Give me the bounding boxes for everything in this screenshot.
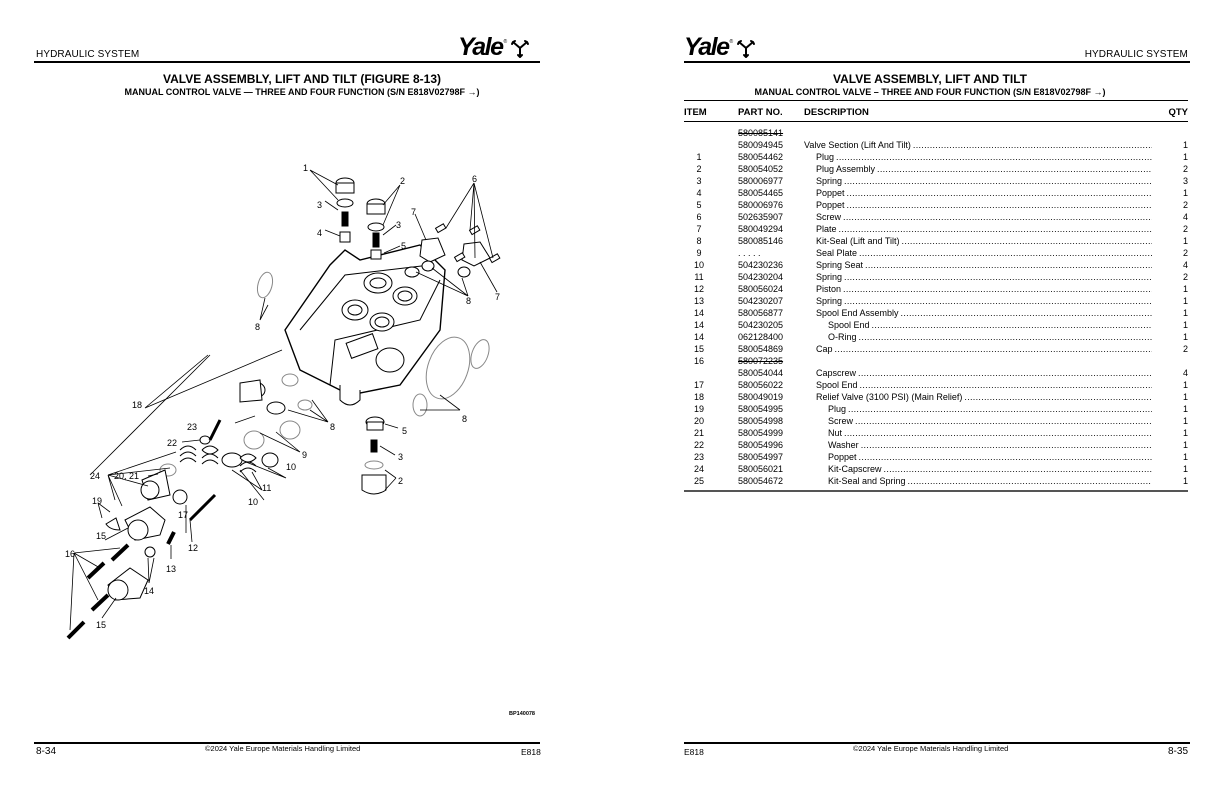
description xyxy=(816,343,1152,355)
description xyxy=(816,283,1152,295)
description-text: Plug Assembly xyxy=(816,164,876,174)
callout-20-21: 20, 21 xyxy=(114,471,140,481)
dot-leader xyxy=(839,223,1152,235)
item-number: 4 xyxy=(696,188,702,198)
part-number: 580006977 xyxy=(738,176,784,186)
description-text: Spring xyxy=(816,272,843,282)
dot-leader xyxy=(860,379,1152,391)
part-number: 580054672 xyxy=(738,476,784,486)
quantity: 1 xyxy=(1182,236,1188,246)
item-number: 15 xyxy=(693,344,704,354)
item-number: 8 xyxy=(696,236,702,246)
dot-leader xyxy=(908,475,1152,487)
dot-leader xyxy=(836,151,1152,163)
description xyxy=(816,295,1152,307)
dot-leader xyxy=(865,259,1152,271)
quantity: 2 xyxy=(1182,272,1188,282)
table-row xyxy=(684,127,1188,139)
quantity: 3 xyxy=(1182,176,1188,186)
table-row xyxy=(684,307,1188,319)
callout-13: 13 xyxy=(166,564,177,574)
table-row xyxy=(684,139,1188,151)
table-row xyxy=(684,283,1188,295)
exploded-valve-diagram xyxy=(55,160,505,650)
table-row xyxy=(684,259,1188,271)
description-text: Piston xyxy=(816,284,842,294)
description-text: Spool End xyxy=(828,320,870,330)
dot-leader xyxy=(859,331,1152,343)
dot-leader xyxy=(901,307,1152,319)
callout-5: 5 xyxy=(401,241,407,251)
item-number: 3 xyxy=(696,176,702,186)
table-row xyxy=(684,439,1188,451)
description-text: Capscrew xyxy=(816,368,857,378)
quantity: 2 xyxy=(1182,224,1188,234)
quantity: 1 xyxy=(1182,332,1188,342)
callout-8d: 8 xyxy=(330,422,336,432)
part-number: 580049019 xyxy=(738,392,784,402)
subtitle-rule xyxy=(684,100,1188,101)
description xyxy=(816,223,1152,235)
table-row xyxy=(684,235,1188,247)
quantity: 2 xyxy=(1182,248,1188,258)
registered-mark: ® xyxy=(503,39,508,45)
item-number: 2 xyxy=(696,164,702,174)
callout-17: 17 xyxy=(178,510,189,520)
callout-9: 9 xyxy=(302,450,308,460)
description xyxy=(816,211,1152,223)
quantity: 1 xyxy=(1182,380,1188,390)
part-number: 580072235 xyxy=(738,356,784,366)
callout-10: 10 xyxy=(286,462,297,472)
callout-2: 2 xyxy=(400,176,406,186)
item-number: 25 xyxy=(693,476,704,486)
description xyxy=(816,151,1152,163)
description xyxy=(828,319,1152,331)
item-number: 5 xyxy=(696,200,702,210)
figure-id: BP140078 xyxy=(509,711,535,717)
description xyxy=(828,331,1152,343)
part-number: 062128400 xyxy=(738,332,784,342)
page-number: 8-35 xyxy=(1167,746,1188,757)
item-number: 24 xyxy=(693,464,704,474)
table-row xyxy=(684,187,1188,199)
quantity: 2 xyxy=(1182,164,1188,174)
callout-3: 3 xyxy=(317,200,323,210)
section-header: HYDRAULIC SYSTEM xyxy=(1084,49,1188,60)
yale-logo xyxy=(684,35,756,60)
item-number: 20 xyxy=(693,416,704,426)
quantity: 4 xyxy=(1182,212,1188,222)
callout-14: 14 xyxy=(144,586,155,596)
item-number: 9 xyxy=(696,248,702,258)
yale-logo xyxy=(458,35,530,60)
description-text: Spring xyxy=(816,176,843,186)
dot-leader xyxy=(913,139,1152,151)
item-number: 19 xyxy=(693,404,704,414)
model-code: E818 xyxy=(684,747,704,757)
part-number: 580085141 xyxy=(738,128,784,138)
page-title: VALVE ASSEMBLY, LIFT AND TILT xyxy=(832,72,1027,86)
description-text: Kit-Seal (Lift and Tilt) xyxy=(816,236,900,246)
callout-22: 22 xyxy=(167,438,178,448)
dot-leader xyxy=(859,451,1152,463)
description-text: Spool End Assembly xyxy=(816,308,899,318)
item-number: 1 xyxy=(696,152,702,162)
part-number: 580056022 xyxy=(738,380,784,390)
description-text: Washer xyxy=(828,440,859,450)
dot-leader xyxy=(964,391,1152,403)
right-page xyxy=(612,0,1224,792)
dot-leader xyxy=(843,211,1152,223)
description-text: Plate xyxy=(816,224,837,234)
col-part-no: PART NO. xyxy=(738,107,783,118)
dot-leader xyxy=(847,187,1152,199)
dot-leader xyxy=(859,247,1152,259)
quantity: 1 xyxy=(1182,452,1188,462)
description xyxy=(816,247,1152,259)
callout-3c: 3 xyxy=(398,452,404,462)
part-number: 580054996 xyxy=(738,440,784,450)
description xyxy=(804,139,1152,151)
description-text: Kit-Seal and Spring xyxy=(828,476,906,486)
description xyxy=(828,475,1152,487)
table-row xyxy=(684,415,1188,427)
quantity: 1 xyxy=(1182,416,1188,426)
col-item: ITEM xyxy=(684,107,707,118)
page-number: 8-34 xyxy=(36,746,57,757)
table-row xyxy=(684,151,1188,163)
dot-leader xyxy=(902,235,1152,247)
page-title: VALVE ASSEMBLY, LIFT AND TILT (FIGURE 8-13) xyxy=(162,72,441,86)
table-row xyxy=(684,427,1188,439)
table-row xyxy=(684,295,1188,307)
description xyxy=(828,451,1152,463)
description xyxy=(816,259,1152,271)
copyright: ©2024 Yale Europe Materials Handling Limited xyxy=(853,744,1009,753)
quantity: 1 xyxy=(1182,284,1188,294)
quantity: 1 xyxy=(1182,188,1188,198)
table-row xyxy=(684,331,1188,343)
item-number: 12 xyxy=(693,284,704,294)
parts-table xyxy=(684,107,1188,492)
part-number: 580054869 xyxy=(738,344,784,354)
part-number: 580006976 xyxy=(738,200,784,210)
item-number: 14 xyxy=(693,332,704,342)
table-header xyxy=(684,107,1188,121)
dot-leader xyxy=(844,175,1152,187)
table-row xyxy=(684,403,1188,415)
page-subtitle: MANUAL CONTROL VALVE — THREE AND FOUR FUNCTION (S/N E818V02798F →) xyxy=(124,87,480,97)
part-number: 580054462 xyxy=(738,152,784,162)
description-text: Spool End xyxy=(816,380,858,390)
section-header: HYDRAULIC SYSTEM xyxy=(36,49,140,60)
item-number: 16 xyxy=(693,356,704,366)
item-number: 7 xyxy=(696,224,702,234)
table-row xyxy=(684,223,1188,235)
yale-fork-icon xyxy=(736,39,756,59)
callout-18: 18 xyxy=(132,400,143,410)
callout-15b: 15 xyxy=(96,620,107,630)
description xyxy=(828,427,1152,439)
table-row xyxy=(684,211,1188,223)
table-row xyxy=(684,271,1188,283)
description-text: Nut xyxy=(828,428,843,438)
part-number: 502635907 xyxy=(738,212,784,222)
model-code: E818 xyxy=(521,747,541,757)
part-number: 580054999 xyxy=(738,428,784,438)
dot-leader xyxy=(847,199,1152,211)
dot-leader xyxy=(858,367,1152,379)
callout-3b: 3 xyxy=(396,220,402,230)
table-row xyxy=(684,451,1188,463)
table-row xyxy=(684,199,1188,211)
page-subtitle: MANUAL CONTROL VALVE – THREE AND FOUR FUNCTION (S/N E818V02798F →) xyxy=(754,87,1106,97)
part-number: 580054052 xyxy=(738,164,784,174)
callout-24: 24 xyxy=(90,471,101,481)
table-bottom-rule xyxy=(684,490,1188,492)
quantity: 1 xyxy=(1182,296,1188,306)
callout-23: 23 xyxy=(187,422,198,432)
part-number: 580056024 xyxy=(738,284,784,294)
callout-6: 6 xyxy=(472,174,478,184)
table-row xyxy=(684,343,1188,355)
part-number: 580056021 xyxy=(738,464,784,474)
dot-leader xyxy=(861,439,1152,451)
description-text: Poppet xyxy=(816,188,845,198)
header-rule xyxy=(684,61,1190,63)
quantity: 1 xyxy=(1182,404,1188,414)
callout-12: 12 xyxy=(188,543,199,553)
callout-1: 1 xyxy=(303,163,309,173)
description-text: Valve Section (Lift And Tilt) xyxy=(804,140,911,150)
description xyxy=(816,163,1152,175)
table-row xyxy=(684,475,1188,487)
description xyxy=(816,235,1152,247)
callout-5b: 5 xyxy=(402,426,408,436)
description-text: Relief Valve (3100 PSI) (Main Relief) xyxy=(816,392,963,402)
dot-leader xyxy=(844,271,1152,283)
copyright: ©2024 Yale Europe Materials Handling Limited xyxy=(205,744,361,753)
description-text: O-Ring xyxy=(828,332,857,342)
item-number: 14 xyxy=(693,320,704,330)
part-number: 580054044 xyxy=(738,368,784,378)
callout-16: 16 xyxy=(65,549,76,559)
quantity: 1 xyxy=(1182,320,1188,330)
part-number: 580054465 xyxy=(738,188,784,198)
table-row xyxy=(684,379,1188,391)
part-number: 580085146 xyxy=(738,236,784,246)
item-number: 10 xyxy=(693,260,704,270)
description-text: Seal Plate xyxy=(816,248,858,258)
dot-leader xyxy=(844,427,1152,439)
quantity: 2 xyxy=(1182,200,1188,210)
description-text: Plug xyxy=(828,404,847,414)
description xyxy=(816,391,1152,403)
part-number: 504230205 xyxy=(738,320,784,330)
part-number: 580054998 xyxy=(738,416,784,426)
description-text: Screw xyxy=(816,212,842,222)
dot-leader xyxy=(872,319,1152,331)
quantity: 1 xyxy=(1182,440,1188,450)
quantity: 1 xyxy=(1182,428,1188,438)
table-row xyxy=(684,247,1188,259)
part-number: 504230236 xyxy=(738,260,784,270)
callout-8: 8 xyxy=(466,296,472,306)
description-text: Screw xyxy=(828,416,854,426)
description-text: Spring Seat xyxy=(816,260,864,270)
quantity: 1 xyxy=(1182,152,1188,162)
dot-leader xyxy=(835,343,1152,355)
description xyxy=(816,379,1152,391)
item-number: 14 xyxy=(693,308,704,318)
part-number: 580054997 xyxy=(738,452,784,462)
dot-leader xyxy=(855,415,1152,427)
dot-leader xyxy=(877,163,1152,175)
description-text: Poppet xyxy=(828,452,857,462)
description xyxy=(816,199,1152,211)
description-text: Kit-Capscrew xyxy=(828,464,882,474)
table-row xyxy=(684,319,1188,331)
yale-logo-wordmark: Yale xyxy=(458,33,503,61)
item-number: 22 xyxy=(693,440,704,450)
part-number: . . . . . xyxy=(738,248,761,258)
registered-mark: ® xyxy=(729,39,734,45)
callout-8c: 8 xyxy=(462,414,468,424)
quantity: 1 xyxy=(1182,392,1188,402)
description xyxy=(816,271,1152,283)
quantity: 4 xyxy=(1182,260,1188,270)
quantity: 1 xyxy=(1182,476,1188,486)
callout-7: 7 xyxy=(411,207,417,217)
col-qty: QTY xyxy=(1168,107,1188,118)
dot-leader xyxy=(884,463,1152,475)
table-row xyxy=(684,391,1188,403)
description xyxy=(816,307,1152,319)
item-number: 11 xyxy=(694,272,704,282)
item-number: 13 xyxy=(693,296,704,306)
table-row xyxy=(684,367,1188,379)
table-row xyxy=(684,463,1188,475)
part-number: 504230204 xyxy=(738,272,784,282)
callout-15: 15 xyxy=(96,531,107,541)
item-number: 6 xyxy=(696,212,702,222)
part-number: 580054995 xyxy=(738,404,784,414)
callout-4: 4 xyxy=(317,228,323,238)
header-rule xyxy=(684,121,1188,122)
dot-leader xyxy=(848,403,1152,415)
description xyxy=(828,415,1152,427)
part-number: 504230207 xyxy=(738,296,784,306)
col-description: DESCRIPTION xyxy=(804,107,869,118)
description xyxy=(816,175,1152,187)
item-number: 18 xyxy=(693,392,704,402)
item-number: 23 xyxy=(693,452,704,462)
callout-7b: 7 xyxy=(495,292,501,302)
callout-2b: 2 xyxy=(398,476,404,486)
quantity: 4 xyxy=(1182,368,1188,378)
description-text: Plug xyxy=(816,152,835,162)
description xyxy=(816,187,1152,199)
dot-leader xyxy=(843,283,1152,295)
quantity: 1 xyxy=(1182,464,1188,474)
description xyxy=(816,367,1152,379)
callout-8b: 8 xyxy=(255,322,261,332)
quantity: 2 xyxy=(1182,344,1188,354)
callout-19: 19 xyxy=(92,496,103,506)
part-number: 580056877 xyxy=(738,308,784,318)
part-number: 580049294 xyxy=(738,224,784,234)
dot-leader xyxy=(844,295,1152,307)
table-row xyxy=(684,175,1188,187)
table-row xyxy=(684,355,1188,367)
description xyxy=(828,439,1152,451)
callout-11: 11 xyxy=(262,483,272,493)
quantity: 1 xyxy=(1182,140,1188,150)
item-number: 17 xyxy=(693,380,704,390)
yale-logo-wordmark: Yale xyxy=(684,33,729,61)
description-text: Poppet xyxy=(816,200,845,210)
description-text: Cap xyxy=(816,344,833,354)
description xyxy=(828,403,1152,415)
item-number: 21 xyxy=(693,428,704,438)
part-number: 580094945 xyxy=(738,140,784,150)
description-text: Spring xyxy=(816,296,843,306)
callout-10b: 10 xyxy=(248,497,259,507)
table-row xyxy=(684,163,1188,175)
description xyxy=(828,463,1152,475)
quantity: 1 xyxy=(1182,308,1188,318)
table-body xyxy=(684,127,1188,487)
header-rule xyxy=(34,61,540,63)
yale-fork-icon xyxy=(510,39,530,59)
